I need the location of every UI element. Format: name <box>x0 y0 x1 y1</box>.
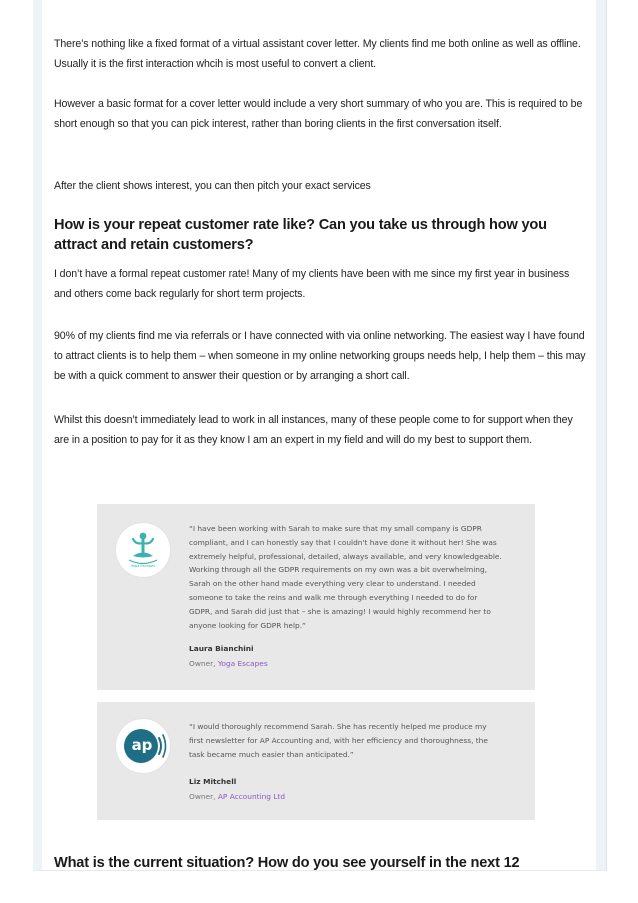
testimonial-author: Laura Bianchini <box>189 644 254 653</box>
testimonial-role <box>189 792 285 801</box>
company-link[interactable]: Yoga Escapes <box>217 659 268 668</box>
intro-section <box>54 34 588 74</box>
logo-text: ap <box>131 736 153 754</box>
testimonial-quote <box>189 522 519 632</box>
testimonial-author: Liz Mitchell <box>189 777 237 786</box>
current-situation-heading-wrap <box>54 853 594 873</box>
quote-line: “I have been working with Sarah to make sure that my small company is GDPR <box>189 524 482 533</box>
testimonial-quote <box>189 720 519 761</box>
quote-line: someone to take the reins and walk me through everything I needed to do for <box>189 592 478 602</box>
company-link[interactable]: AP Accounting Ltd <box>217 792 286 801</box>
quote-line: Working through all the GDPR requirements on my own was a bit overwhelming, <box>189 565 488 575</box>
role-prefix: Owner, <box>189 659 216 668</box>
quote-line: extremely helpful, professional, detailed, always available, and very knowledgeable. <box>189 551 502 561</box>
paragraph: Whilst this doesn’t immediately lead to work in all instances, many of these people come to for support when they are in a position to pay for it as they know I am an expert in my field and will do my best to support them. <box>54 414 573 446</box>
logo-caption: Yoga Escapes <box>130 564 156 568</box>
section-heading: How is your repeat customer rate like? Can you take us through how you attract and retain customers? <box>54 217 547 253</box>
right-margin-rail <box>596 0 606 870</box>
right-margin-border <box>606 0 607 870</box>
repeat-section-1 <box>54 264 588 304</box>
paragraph: However a basic format for a cover letter would include a very short summary of who you are. This is required to be short enough so that you can pick interest, rather than boring clients in the first conversation itself. <box>54 98 583 130</box>
quote-line: anyone looking for GDPR help.” <box>189 620 306 630</box>
paragraph: 90% of my clients find me via referrals or I have connected with via online networking. The easiest way I have found to attract clients is to help them – when someone in my online networking groups needs help, I help them – this may be with a quick comment to answer their question or by arranging a short call. <box>54 330 586 382</box>
section-heading: What is the current situation? How do you see yourself in the next 12 <box>54 855 520 871</box>
quote-line: first newsletter for AP Accounting and, with her efficiency and thoroughness, the <box>189 735 488 745</box>
yoga-meditation-icon <box>115 522 171 578</box>
quote-line: task became much easier than anticipated.” <box>189 749 354 759</box>
ap-accounting-logo <box>115 718 171 774</box>
paragraph: After the client shows interest, you can then pitch your exact services <box>54 180 371 192</box>
paragraph: There’s nothing like a fixed format of a virtual assistant cover letter. My clients find me both online as well as offline. Usually it is the first interaction whcih is most useful to convert a client. <box>54 38 581 70</box>
role-prefix: Owner, <box>189 792 216 801</box>
intro-section-2 <box>54 94 588 134</box>
testimonial-card <box>97 504 535 690</box>
quote-line: compliant, and I can honestly say that I couldn't have done it without her! She was <box>189 537 497 547</box>
repeat-customer-heading-wrap <box>54 215 588 255</box>
testimonial-role <box>189 659 268 668</box>
quote-line: Sarah on the other hand made everything very clear to understand. I needed <box>189 579 476 589</box>
paragraph: I don’t have a formal repeat customer rate! Many of my clients have been with me since my first year in business and others come back regularly for short term projects. <box>54 268 570 300</box>
intro-section-3 <box>54 176 588 196</box>
quote-line: “I would thoroughly recommend Sarah. She has recently helped me produce my <box>189 722 487 731</box>
left-margin-rail <box>33 0 42 870</box>
testimonial-card <box>97 702 535 820</box>
repeat-section-3 <box>54 410 588 450</box>
quote-line: GDPR, and Sarah did just that – she is amazing! I would highly recommend her to <box>189 606 491 616</box>
repeat-section-2 <box>54 326 588 386</box>
